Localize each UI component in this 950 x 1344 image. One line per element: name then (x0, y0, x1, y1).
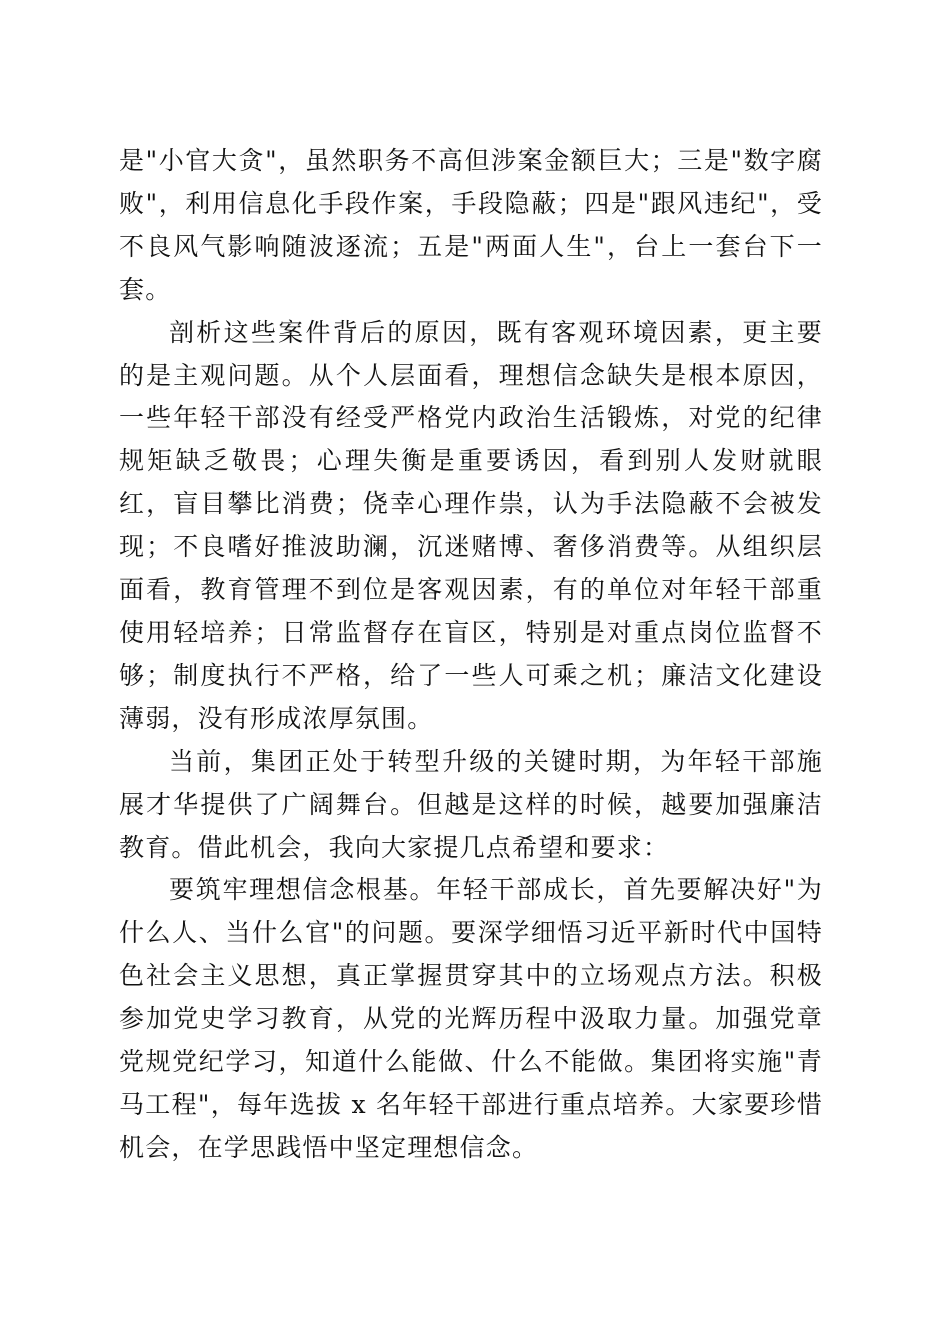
paragraph-3: 当前，集团正处于转型升级的关键时期，为年轻干部施展才华提供了广阔舞台。但越是这样的时候，越要加强廉洁教育。借此机会，我向大家提几点希望和要求： (119, 746, 823, 862)
paragraph-1: 是"小官大贪"，虽然职务不高但涉案金额巨大；三是"数字腐败"，利用信息化手段作案，手段隐蔽；四是"跟风违纪"，受不良风气影响随波逐流；五是"两面人生"，台上一套台下一套。 (119, 146, 823, 304)
paragraph-2: 剖析这些案件背后的原因，既有客观环境因素，更主要的是主观问题。从个人层面看，理想信念缺失是根本原因，一些年轻干部没有经受严格党内政治生活锻炼，对党的纪律规矩缺乏敬畏；心理失衡是重要诱因，看到别人发财就眼红，盲目攀比消费；侥幸心理作祟，认为手法隐蔽不会被发现；不良嗜好推波助澜，沉迷赌博、奢侈消费等。从组织层面看，教育管理不到位是客观因素，有的单位对年轻干部重使用轻培养；日常监督存在盲区，特别是对重点岗位监督不够；制度执行不严格，给了一些人可乘之机；廉洁文化建设薄弱，没有形成浓厚氛围。 (119, 317, 823, 733)
document-body (119, 140, 823, 1170)
paragraph-4: 要筑牢理想信念根基。年轻干部成长，首先要解决好"为什么人、当什么官"的问题。要深学细悟习近平新时代中国特色社会主义思想，真正掌握贯穿其中的立场观点方法。积极参加党史学习教育，从党的光辉历程中汲取力量。加强党章党规党纪学习，知道什么能做、什么不能做。集团将实施"青马工程"，每年选拔 x 名年轻干部进行重点培养。大家要珍惜机会，在学思践悟中坚定理想信念。 (119, 875, 823, 1162)
